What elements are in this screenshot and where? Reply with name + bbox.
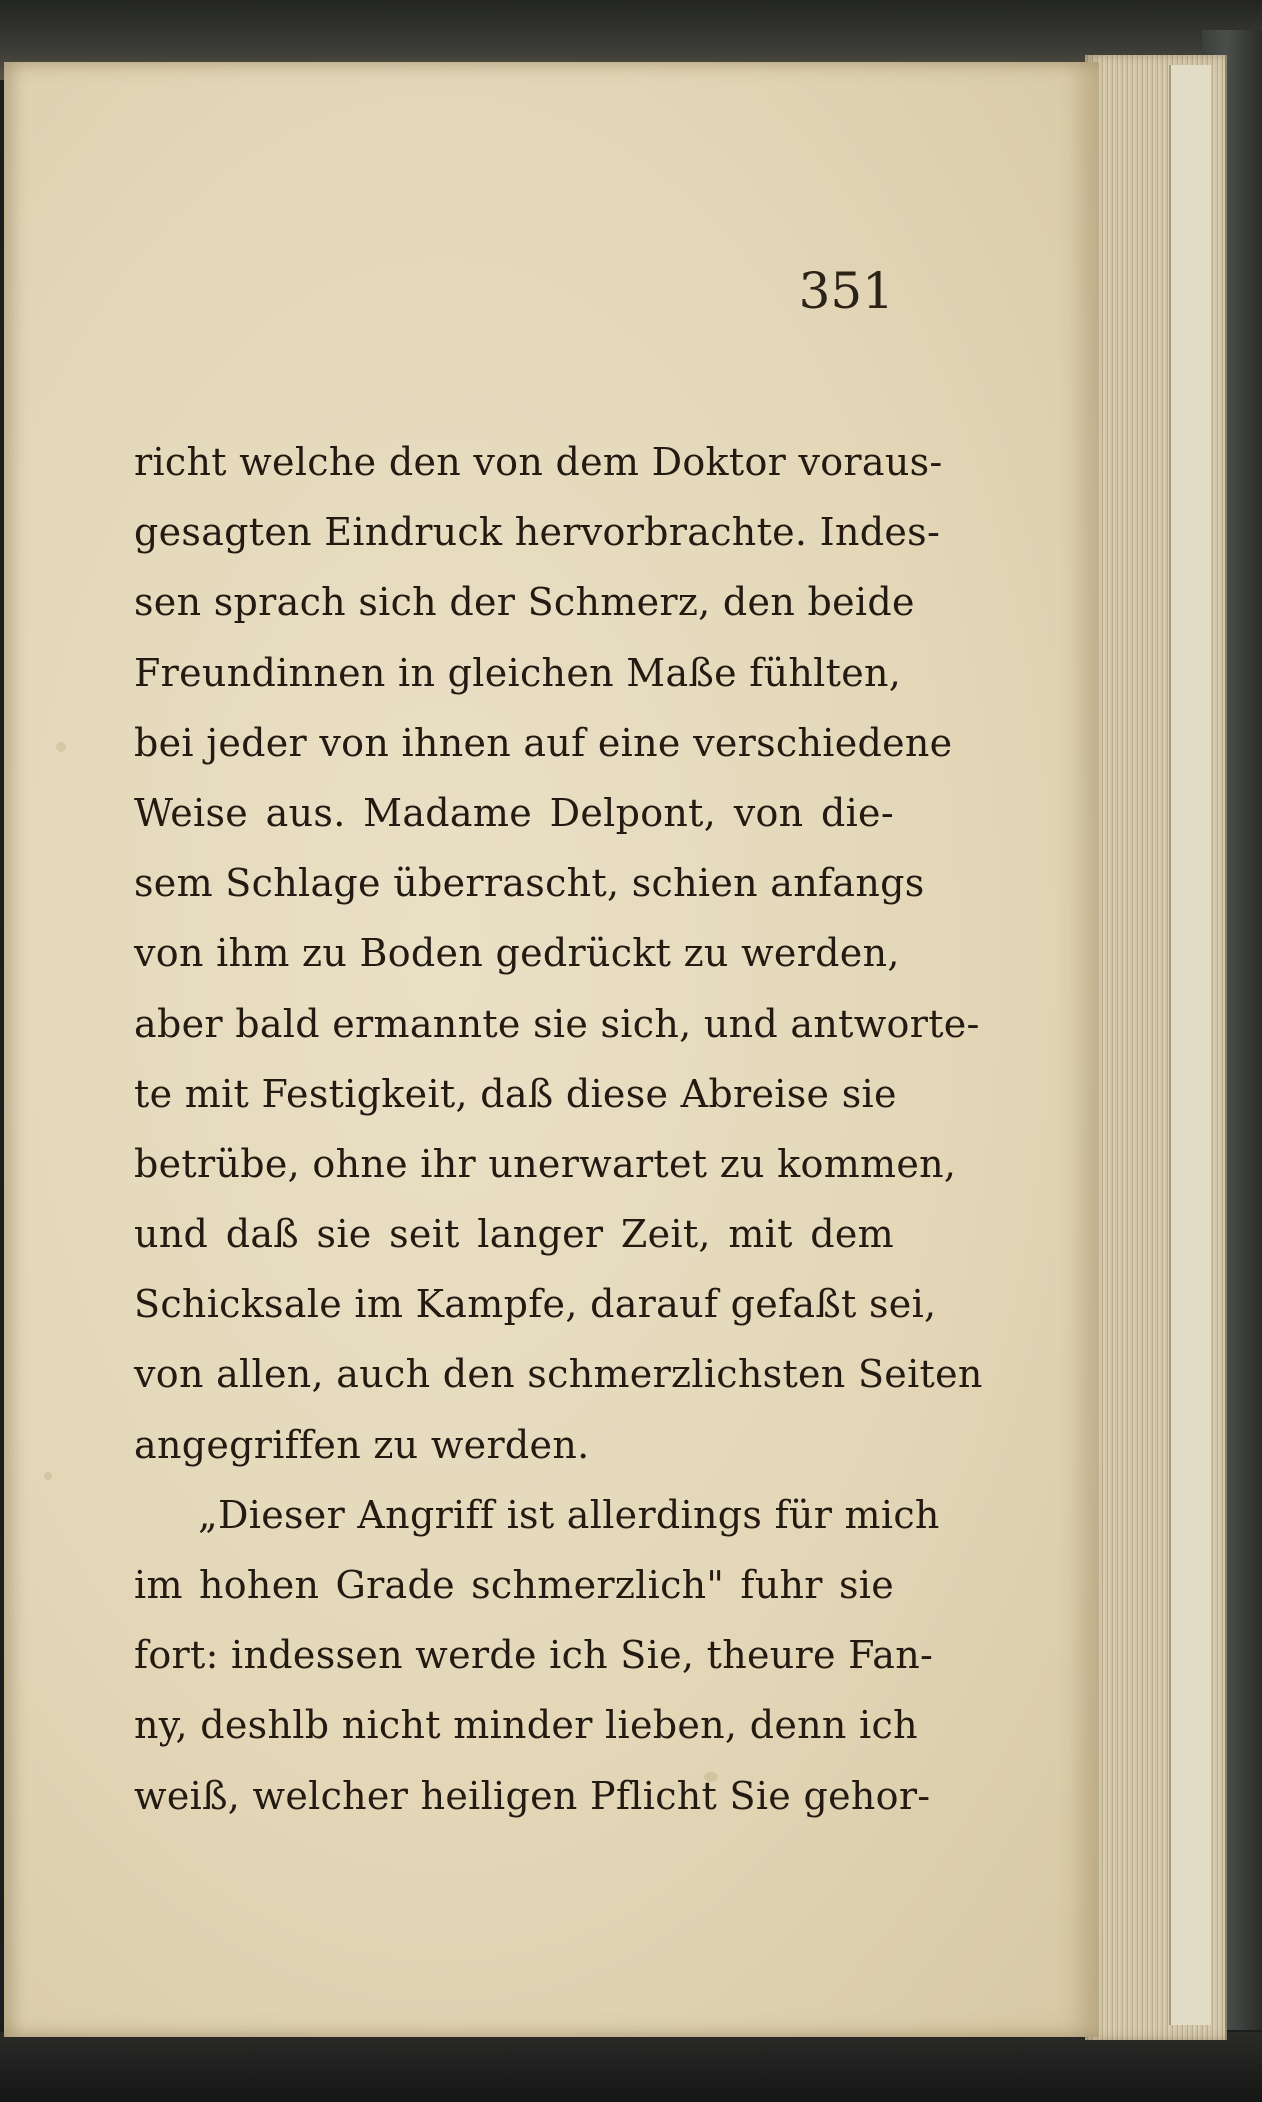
text-line: fort: indessen werde ich Sie, theure Fan- bbox=[134, 1633, 934, 1678]
body-text bbox=[134, 427, 983, 1831]
text-line: „Dieser Angriff ist allerdings für mich bbox=[198, 1492, 940, 1537]
text-line: sen sprach sich der Schmerz, den beide bbox=[134, 580, 915, 625]
text-line: und daß sie seit langer Zeit, mit dem bbox=[134, 1212, 894, 1257]
text-line: aber bald ermannte sie sich, und antworte- bbox=[134, 1001, 980, 1046]
page-edges bbox=[1085, 55, 1227, 2040]
text-line: Freundinnen in gleichen Maße fühlten, bbox=[134, 650, 902, 695]
text-line: im hohen Grade schmerzlich" fuhr sie bbox=[134, 1563, 894, 1607]
text-line: weiß, welcher heiligen Pflicht Sie gehor- bbox=[134, 1773, 931, 1818]
text-line: Weise aus. Madame Delpont, von die- bbox=[134, 790, 894, 835]
text-line: bei jeder von ihnen auf eine verschiedene bbox=[134, 720, 953, 765]
text-line: Schicksale im Kampfe, darauf gefaßt sei, bbox=[134, 1282, 937, 1327]
text-line: gesagten Eindruck hervorbrachte. Indes- bbox=[134, 510, 941, 555]
text-line: betrübe, ohne ihr unerwartet zu kommen, bbox=[134, 1141, 957, 1186]
book-page bbox=[4, 62, 1099, 2037]
page-number: 351 bbox=[798, 262, 894, 320]
text-line: angegriffen zu werden. bbox=[134, 1422, 590, 1467]
text-line: von ihm zu Boden gedrückt zu werden, bbox=[134, 931, 900, 976]
text-line: von allen, auch den schmerzlichsten Seiten bbox=[134, 1352, 983, 1397]
paper-spot bbox=[56, 742, 66, 752]
text-line: ny, deshlb nicht minder lieben, denn ich bbox=[134, 1703, 918, 1748]
book-binding-bottom bbox=[0, 2032, 1262, 2102]
text-line: sem Schlage überrascht, schien anfangs bbox=[134, 861, 925, 906]
text-line: richt welche den von dem Doktor voraus- bbox=[134, 440, 943, 484]
paper-spot bbox=[44, 1472, 52, 1480]
back-page-edge bbox=[1169, 65, 1211, 2025]
text-line: te mit Festigkeit, daß diese Abreise sie bbox=[134, 1071, 897, 1116]
